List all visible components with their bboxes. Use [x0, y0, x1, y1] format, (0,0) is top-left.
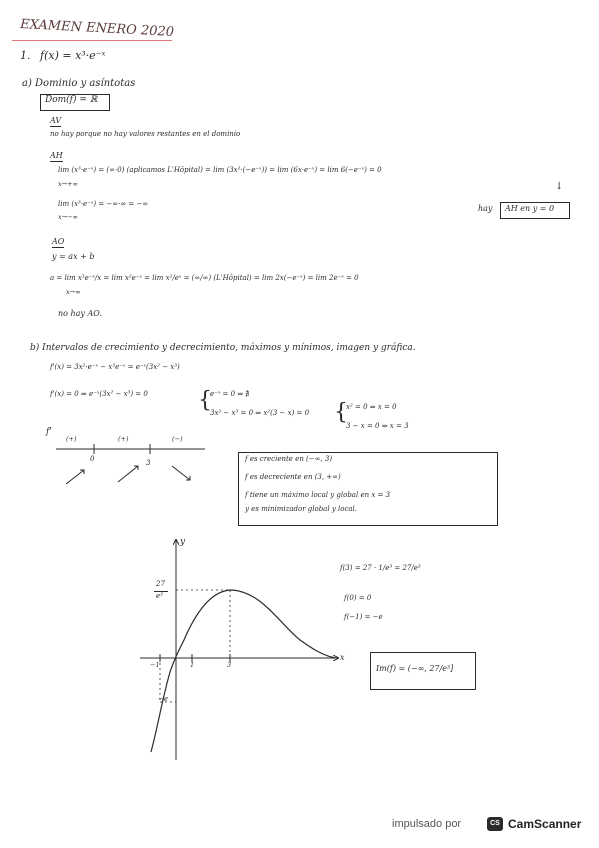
sign-point-3: 3: [146, 459, 151, 467]
summary-line-2: f es decreciente en (3, +∞): [245, 473, 341, 481]
brace-2: {: [334, 400, 348, 425]
summary-line-1: f es creciente en (−∞, 3): [245, 455, 333, 463]
ah-line2-sub: x→−∞: [58, 213, 78, 221]
value-fm1: f(−1) = −e: [344, 613, 383, 621]
exam-title: EXAMEN ENERO 2020: [19, 16, 175, 41]
sign-interval-1: (+): [66, 435, 77, 443]
ah-result-text: AH en y = 0: [505, 204, 555, 213]
domain-text: Dom(f) = ℝ: [45, 95, 98, 105]
ao-line: a = lim x³e⁻ˣ/x = lim x²e⁻ˣ = lim x²/eˣ = (∞/∞) (L'Hôpital) = lim 2x(−e⁻ˣ) = lim 2e⁻ˣ = 0: [50, 274, 359, 282]
camscanner-logo-icon: CS: [487, 817, 503, 831]
graph-tick-neg-e: −e: [158, 695, 169, 703]
sign-interval-2: (+): [118, 435, 129, 443]
deriv1: f'(x) = 3x²·e⁻ˣ − x³e⁻ˣ = e⁻ˣ(3x² − x³): [50, 363, 180, 371]
ah-line1: lim (x³·e⁻ˣ) = (∞·0) (aplicamos L'Hôpital) = lim (3x²·(−e⁻ˣ)) = lim (6x·e⁻ˣ) = lim 6(−e⁻ˣ) = 0: [58, 166, 382, 174]
camscanner-brand: CamScanner: [508, 817, 582, 831]
summary-line-4: y es minimizador global y local.: [245, 505, 358, 513]
graph-max-num: 27: [156, 580, 165, 588]
ao-result: no hay AO.: [58, 309, 102, 318]
footer-text: impulsado por: [392, 818, 462, 830]
sol2: 3 − x = 0 ⇒ x = 3: [346, 422, 409, 430]
problem-number: 1.: [20, 49, 31, 62]
value-f3: f(3) = 27 · 1/e³ = 27/e³: [340, 564, 421, 572]
graph-max-den: e³: [156, 592, 163, 600]
sign-interval-3: (−): [172, 435, 183, 443]
sign-chart-label: f': [46, 427, 52, 437]
graph-tick-neg1: −1: [150, 661, 160, 669]
ah-arrow: ↓: [555, 181, 564, 192]
deriv-zero: f'(x) = 0 ⇒ e⁻ˣ(3x² − x³) = 0: [50, 390, 148, 398]
part-b-heading: b) Intervalos de crecimiento y decrecimiento, máximos y mínimos, imagen y gráfica.: [30, 343, 416, 353]
ah-line2: lim (x³·e⁻ˣ) = −∞·∞ = −∞: [58, 200, 149, 208]
image-text: Im(f) = (−∞, 27/e³]: [376, 664, 454, 673]
ah-label: AH: [50, 151, 63, 160]
case1: e⁻ˣ = 0 ⇒ ∄: [210, 390, 250, 398]
graph-y-label: y: [180, 537, 186, 547]
problem-function: f(x) = x³·e⁻ˣ: [40, 49, 106, 62]
value-f0: f(0) = 0: [344, 594, 372, 602]
sol1: x² = 0 ⇒ x = 0: [346, 403, 397, 411]
av-text: no hay porque no hay valores restantes en el dominio: [50, 130, 241, 138]
graph-tick-1: 1: [190, 661, 195, 669]
summary-line-3: f tiene un máximo local y global en x = 3: [245, 491, 391, 499]
ah-line1-sub: x→+∞: [58, 180, 78, 188]
sign-point-0: 0: [90, 455, 95, 463]
graph-tick-3: 3: [227, 661, 232, 669]
ao-sub: x→∞: [66, 288, 81, 296]
case2: 3x² − x³ = 0 ⇒ x²(3 − x) = 0: [210, 409, 310, 417]
brace: {: [198, 388, 212, 413]
ao-eq: y = ax + b: [52, 252, 95, 261]
ah-result-prefix: hay: [478, 204, 493, 213]
part-a-heading: a) Dominio y asíntotas: [22, 78, 136, 89]
graph-x-label: x: [340, 653, 345, 662]
ao-label: AO: [52, 237, 65, 246]
av-label: AV: [50, 116, 62, 125]
